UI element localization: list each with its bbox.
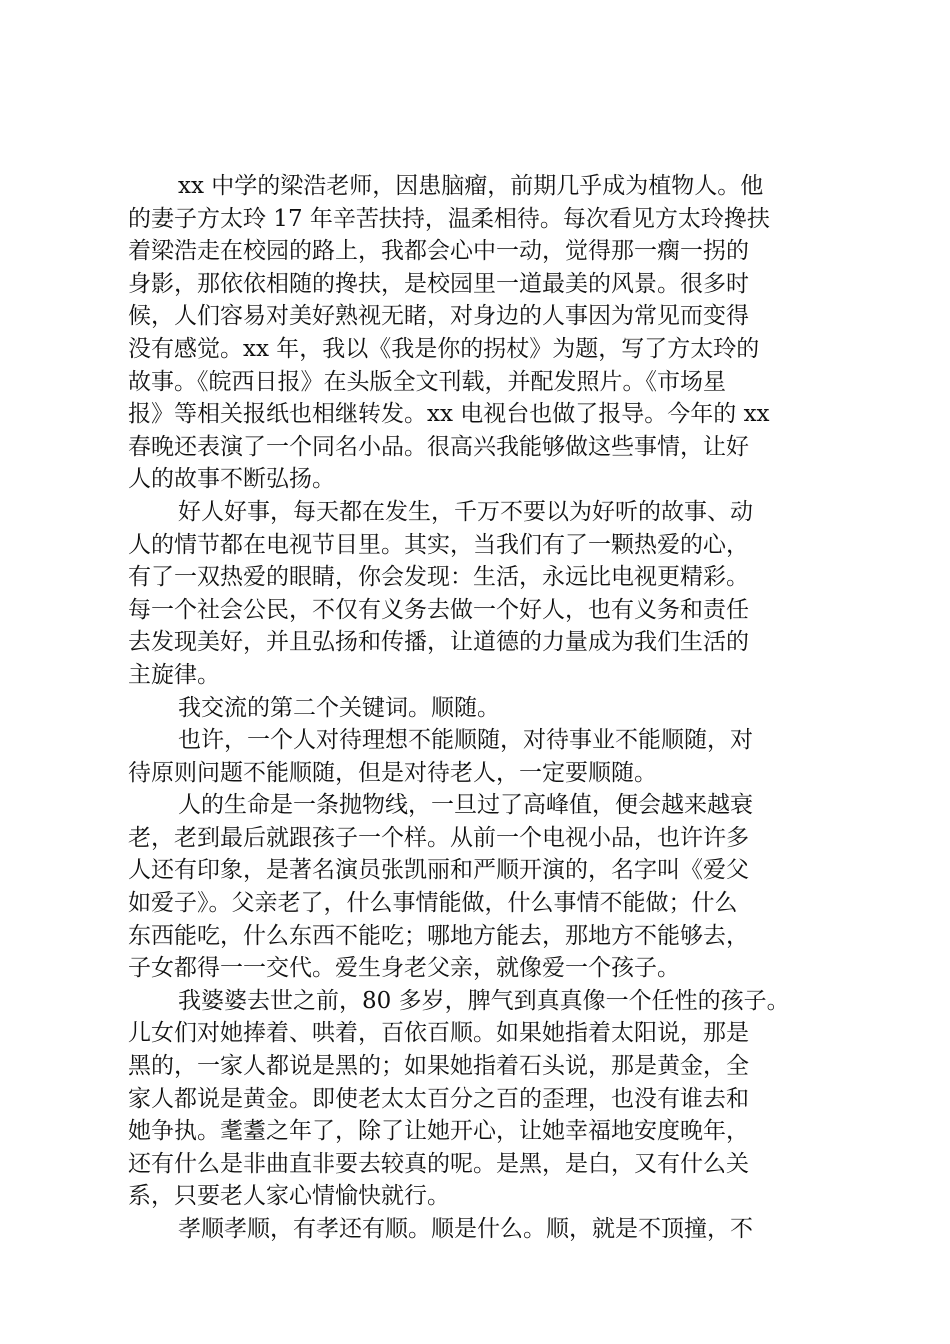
text-line: 如爱子》。父亲老了，什么事情能做，什么事情不能做；什么 bbox=[128, 890, 738, 917]
text-line: 人的故事不断弘扬。 bbox=[128, 466, 335, 493]
text-line: 也许，一个人对待理想不能顺随，对待事业不能顺随，对 bbox=[178, 727, 753, 754]
text-line: 黑的，一家人都说是黑的；如果她指着石头说，那是黄金，全 bbox=[128, 1053, 749, 1080]
text-line: 我婆婆去世之前，80 多岁，脾气到真真像一个任性的孩子。 bbox=[178, 987, 790, 1014]
text-line: 有了一双热爱的眼睛，你会发现：生活，永远比电视更精彩。 bbox=[128, 564, 749, 591]
text-line: 还有什么是非曲直非要去较真的呢。是黑，是白，又有什么关 bbox=[128, 1150, 749, 1177]
text-line: 候，人们容易对美好熟视无睹，对身边的人事因为常见而变得 bbox=[128, 303, 749, 330]
text-line: 孝顺孝顺，有孝还有顺。顺是什么。顺，就是不顶撞，不 bbox=[178, 1216, 753, 1242]
document-body bbox=[128, 170, 840, 1246]
text-line: 每一个社会公民，不仅有义务去做一个好人，也有义务和责任 bbox=[128, 596, 749, 623]
text-line: 待原则问题不能顺随，但是对待老人，一定要顺随。 bbox=[128, 759, 657, 786]
text-line: xx 中学的梁浩老师，因患脑瘤，前期几乎成为植物人。他 bbox=[178, 173, 764, 199]
text-line: 东西能吃，什么东西不能吃；哪地方能去，那地方不能够去， bbox=[128, 922, 749, 949]
text-line: 人还有印象，是著名演员张凯丽和严顺开演的，名字叫《爱父 bbox=[128, 857, 749, 884]
text-line: 报》等相关报纸也相继转发。xx 电视台也做了报导。今年的 xx bbox=[128, 401, 770, 428]
text-line: 没有感觉。xx 年，我以《我是你的拐杖》为题，写了方太玲的 bbox=[128, 335, 760, 362]
text-line: 好人好事，每天都在发生，千万不要以为好听的故事、动 bbox=[178, 498, 753, 525]
text-line: 去发现美好，并且弘扬和传播，让道德的力量成为我们生活的 bbox=[128, 629, 749, 656]
text-line: 家人都说是黄金。即使老太太百分之百的歪理，也没有谁去和 bbox=[128, 1085, 749, 1112]
text-line: 老，老到最后就跟孩子一个样。从前一个电视小品，也许许多 bbox=[128, 824, 749, 851]
text-line: 我交流的第二个关键词。顺随。 bbox=[178, 694, 500, 721]
text-line: 她争执。耄耋之年了，除了让她开心，让她幸福地安度晚年， bbox=[128, 1118, 749, 1145]
text-line: 人的情节都在电视节目里。其实，当我们有了一颗热爱的心， bbox=[128, 531, 749, 558]
text-line: 儿女们对她捧着、哄着，百依百顺。如果她指着太阳说，那是 bbox=[128, 1020, 749, 1047]
text-line: 故事。《皖西日报》在头版全文刊载，并配发照片。《市场星 bbox=[128, 368, 726, 395]
text-line: 主旋律。 bbox=[128, 661, 220, 688]
text-line: 系，只要老人家心情愉快就行。 bbox=[128, 1183, 450, 1210]
text-line: 春晚还表演了一个同名小品。很高兴我能够做这些事情，让好 bbox=[128, 433, 749, 460]
text-line: 着梁浩走在校园的路上，我都会心中一动，觉得那一瘸一拐的 bbox=[128, 238, 749, 265]
text-line: 子女都得一一交代。爱生身老父亲，就像爱一个孩子。 bbox=[128, 955, 680, 982]
text-line: 的妻子方太玲 17 年辛苦扶持，温柔相待。每次看见方太玲搀扶 bbox=[128, 205, 770, 232]
text-line: 人的生命是一条抛物线，一旦过了高峰值，便会越来越衰 bbox=[178, 792, 753, 819]
text-line: 身影，那依依相随的搀扶，是校园里一道最美的风景。很多时 bbox=[128, 270, 749, 297]
